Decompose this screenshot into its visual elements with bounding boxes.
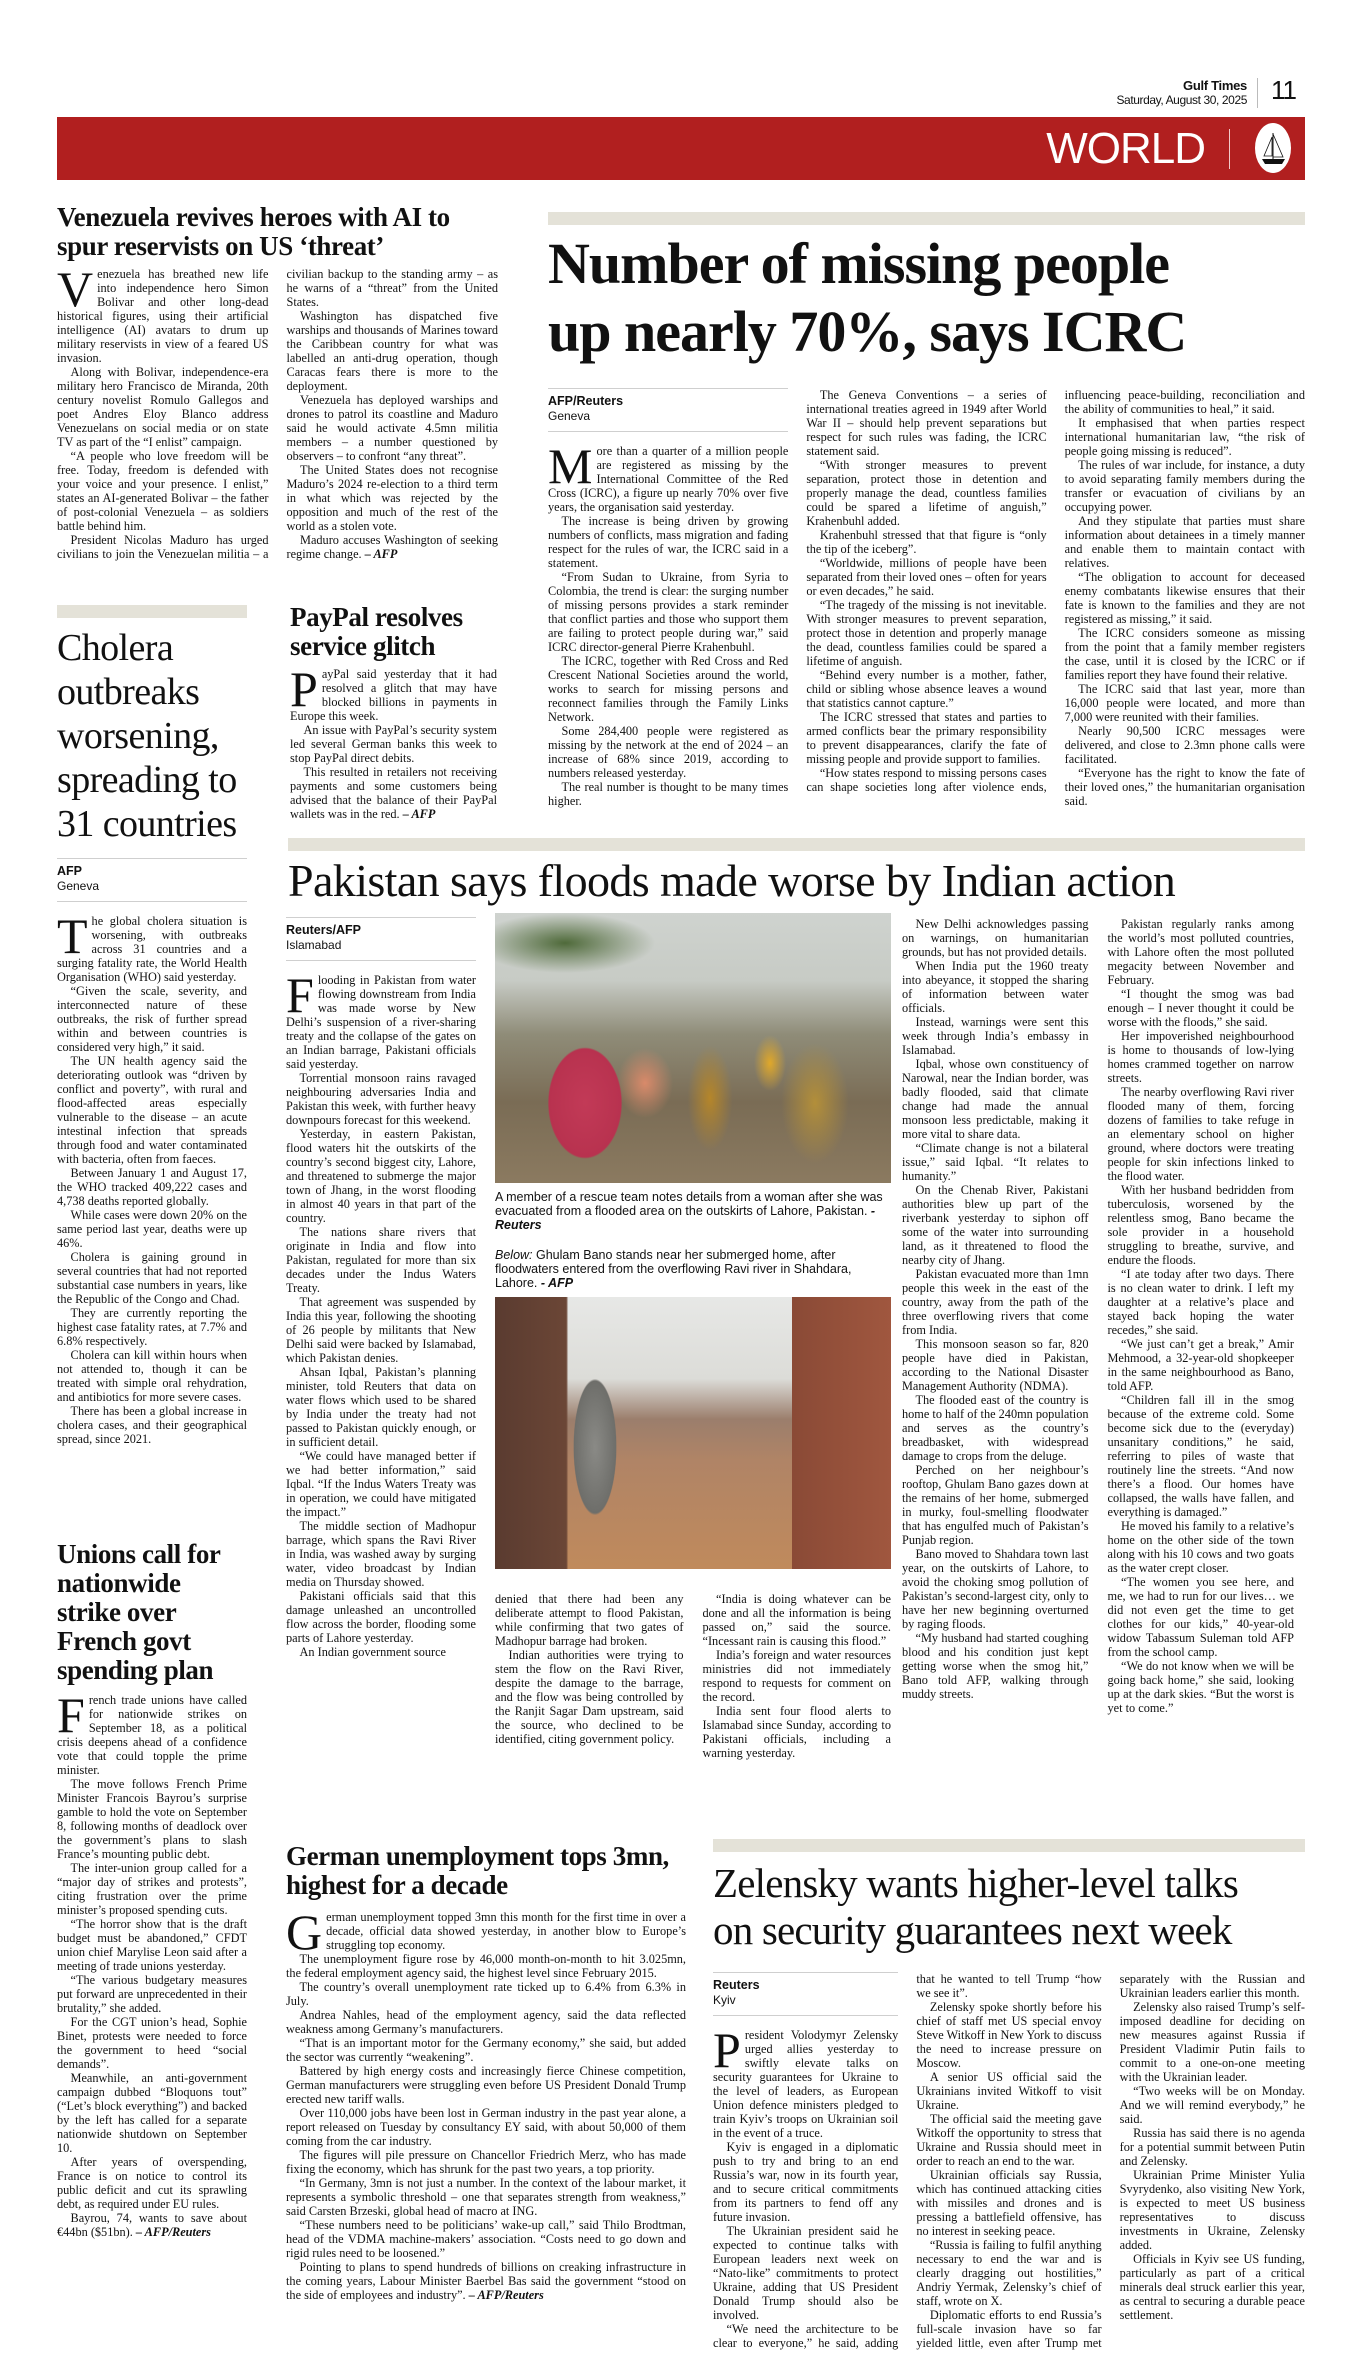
paragraph — [57, 2211, 247, 2239]
byline-dateline: Kyiv — [713, 1993, 736, 2007]
paragraph-text: Pakistan regularly ranks among the world’s most polluted countries, with Lahore often the most polluted megacity between November and February. — [1107, 917, 1294, 987]
paragraph — [57, 449, 269, 533]
paragraph-text: Bano moved to Shahdara town last year, on the outskirts of Lahore, to avoid the choking smog pollution of Pakistan’s second-largest city, only to have her new beginning overturned by raging floods. — [902, 1547, 1089, 1631]
paragraph — [703, 1648, 892, 1704]
paragraph-text: Bayrou, 74, wants to save about €44bn ($51bn). — [57, 2211, 247, 2239]
paragraph-text: “Behind every number is a mother, father, child or sibling whose absence leaves a wound that statistics cannot capture.” — [806, 668, 1047, 710]
paragraph-text: Pakistani officials said that this damage unleashed an uncontrolled flow across the border, flooding some parts of Lahore yesterday. — [286, 1589, 476, 1645]
byline-dateline: Geneva — [57, 879, 100, 893]
paragraph-text: The nearby overflowing Ravi river flooded many of them, forcing dozens of families to take refuge in an elementary school on higher ground, where doctors were treating people for skin infections linked to the flood water. — [1107, 1085, 1294, 1183]
paragraph — [286, 1904, 686, 1960]
paragraph-text: New Delhi acknowledges passing on warnings, on humanitarian grounds, but has not provided details. — [902, 917, 1089, 959]
flooded-street-photo — [495, 1297, 891, 1569]
paragraph-text: Perched on her neighbour’s rooftop, Ghulam Bano gazes down at the remains of her home, submerged in murky, foul-smelling floodwater that has engulfed much of Pakistan’s Punjab region. — [902, 1463, 1089, 1547]
paragraph-text: Instead, warnings were sent this week through India’s embassy in Islamabad. — [902, 1015, 1089, 1057]
paragraph — [57, 365, 269, 449]
paragraph-text: “A people who love freedom will be free. Today, freedom is defended with your voice and your presence. I enlist,” states an AI-generated Bolivar – the father of post-colonial Venezuela – as soldiers battle behind him. — [57, 449, 269, 533]
paragraph — [495, 1648, 684, 1746]
paragraph-text: The nations share rivers that originate in India and flow into Pakistan, regulated for more than six decades under the Indus Waters Treaty. — [286, 1225, 476, 1295]
paragraph-text: “The women you see here, and me, we had to run for our lives… we did not even get the time to get clothes for our kids,” 40-year-old widow Tabassum Suleman told AFP from the school camp. — [1107, 1575, 1294, 1659]
paragraph-text: Battered by high energy costs and increasingly fierce Chinese competition, German manufacturers were struggling even before US President Donald Trump erected new tariff walls. — [286, 2064, 686, 2106]
paragraph — [1065, 766, 1305, 808]
section-rule — [288, 838, 1305, 851]
paragraph-text: “Worldwide, millions of people have been separated from their loved ones – often for years or even decades,” he said. — [806, 556, 1047, 598]
paragraph — [1120, 2084, 1305, 2126]
page-number: 11 — [1271, 75, 1296, 105]
paragraph-text: Venezuela has breathed new life into independence hero Simon Bolivar and other long-dead historical figures, using their artificial intelligence (AI) avatars to drum up military reservists in view of a feared US invasion. — [57, 261, 269, 365]
paragraph — [57, 1917, 247, 1973]
paragraph — [286, 1952, 686, 1980]
agency-credit: – AFP — [402, 807, 436, 821]
paragraph — [902, 1141, 1089, 1183]
paragraph — [806, 528, 1046, 556]
article-cholera — [57, 626, 247, 1446]
paragraph — [548, 438, 789, 514]
paragraph-text: “In Germany, 3mn is not just a number. In the context of the labour market, it represents a symbolic threshold – one that separates strength from weakness,” said Carsten Brzeski, global head of macro at ING. — [286, 2176, 686, 2218]
byline-agency: Reuters/AFP — [286, 923, 362, 937]
paragraph — [1065, 724, 1305, 766]
article-body — [57, 908, 247, 1446]
paragraph-text: Cholera can kill within hours when not attended to, though it can be treated with simple oral rehydration, and antibiotics for more severe cases. — [57, 1348, 247, 1404]
paragraph — [1108, 1393, 1295, 1519]
paragraph-text: Pakistan evacuated more than 1mn people this week in the east of the country, away from the path of the three overflowing rivers that come from India. — [902, 1267, 1089, 1337]
paragraph-text: India’s foreign and water resources ministries did not immediately respond to requests for comment on the record. — [702, 1648, 891, 1704]
paragraph-text: This monsoon season so far, 820 people have died in Pakistan, according to the National Disaster Management Authority (NDMA). — [902, 1337, 1089, 1393]
paragraph — [57, 984, 247, 1054]
article-body-part-2 — [495, 1592, 891, 1760]
paragraph — [713, 2022, 899, 2140]
section-title: WORLD — [1046, 124, 1205, 173]
paragraph-text: Kyiv is engaged in a diplomatic push to try and bring to an end Russia’s war, now in its fourth year, and to secure critical commitments from its partners to fend off any future invasion. — [713, 2140, 899, 2224]
paragraph-text: The ICRC stressed that states and parties to armed conflicts bear the primary responsibility to prevent disappearances, clarify the fate of missing people and provide support to families. — [806, 710, 1047, 766]
headline — [57, 626, 247, 846]
article-pakistan — [286, 917, 476, 1659]
paragraph — [902, 959, 1089, 1015]
paragraph-text: “Two weeks will be on Monday. And we will remind everybody,” he said. — [1119, 2084, 1305, 2126]
paragraph-text: And they stipulate that parties must share information about detainees in a timely manner and enable them to maintain contact with relatives. — [1064, 514, 1305, 570]
paragraph-text: The country’s overall unemployment rate ticked up to 6.4% from 6.3% in July. — [286, 1980, 686, 2008]
paragraph-text: The middle section of Madhopur barrage, which spans the Ravi River in India, was washed away by surging water, video broadcast by Indian media on Thursday showed. — [286, 1519, 476, 1589]
paragraph — [713, 2224, 898, 2322]
paragraph-text: When India put the 1960 treaty into abeyance, it stopped the sharing of information between water officials. — [902, 959, 1089, 1015]
paragraph — [57, 2155, 247, 2211]
paragraph — [57, 261, 269, 365]
article-german-unemployment — [286, 1842, 686, 2302]
byline-agency: AFP/Reuters — [548, 394, 624, 408]
paragraph-text: Cholera is gaining ground in several countries that had not reported substantial case numbers in years, like the Republic of the Congo and Chad. — [57, 1250, 247, 1306]
paragraph-text: More than a quarter of a million people are registered as missing by the International Committee of the Red Cross (ICRC), a figure up nearly 70% over five years, the organisation said yesterday. — [548, 438, 789, 514]
headline-line-2: up nearly 70%, says ICRC — [548, 299, 1187, 364]
paragraph-text: Ukrainian Prime Minister Yulia Svyrydenko, also visiting New York, is expected to meet US business representatives to discuss investments in Ukraine, Zelensky added. — [1119, 2168, 1305, 2252]
paragraph — [916, 2168, 1101, 2238]
paragraph-text: The official said the meeting gave Witkoff the opportunity to stress that Ukraine and Russia should meet in order to reach an end to the war. — [916, 2112, 1102, 2168]
paragraph — [1065, 458, 1305, 514]
paragraph — [57, 1973, 247, 2015]
section-banner — [57, 117, 1305, 180]
paragraph — [1065, 626, 1305, 682]
paragraph — [57, 1054, 247, 1166]
paragraph — [287, 309, 499, 393]
article-icrc — [548, 230, 1305, 808]
paragraph — [57, 908, 247, 984]
paragraph-text: On the Chenab River, Pakistani authorities blew up part of the riverbank yesterday to siphon off some of the water into surrounding land, as it threatened to flood the nearby city of Jhang. — [902, 1183, 1089, 1267]
paragraph — [1065, 682, 1305, 724]
paragraph — [806, 598, 1046, 668]
paragraph-text: After years of overspending, France is on notice to control its public deficit and cut its sprawling debt, as required under EU rules. — [57, 2155, 247, 2211]
paragraph — [902, 1463, 1089, 1547]
paragraph-text: Nearly 90,500 ICRC messages were delivered, and close to 2.3mn phone calls were facilitated. — [1064, 724, 1305, 766]
paragraph-text: “I ate today after two days. There is no clean water to drink. I left my daughter at a relative’s place and stayed back hoping the water recedes,” she said. — [1107, 1267, 1294, 1337]
paragraph — [286, 2036, 686, 2064]
paragraph-text: The unemployment figure rose by 46,000 month-on-month to hit 3.025mn, the federal employment agency said, the highest level since February 2015. — [286, 1952, 686, 1980]
paragraph-text: Ahsan Iqbal, Pakistan’s planning minister, told Reuters that data on water flows which used to be shared by India under the treaty had not passed to Pakistan quickly enough, or in sufficient detail. — [286, 1365, 476, 1449]
paragraph — [1108, 1659, 1295, 1715]
paragraph-text: Andrea Nahles, head of the employment agency, said the data reflected weakness among Germany’s manufacturers. — [286, 2008, 686, 2036]
paragraph-text: The figures will pile pressure on Chancellor Friedrich Merz, who has made fixing the economy, which has shrunk for the past two years, a top priority. — [286, 2148, 686, 2176]
paragraph-text: Iqbal, whose own constituency of Narowal, near the Indian border, was badly flooded, said that climate change had made the annual monsoon less predictable, making it more vital to share data. — [902, 1057, 1089, 1141]
paragraph-text: Between January 1 and August 17, the WHO tracked 409,222 cases and 4,738 deaths reported globally. — [57, 1166, 247, 1208]
paragraph-text: Along with Bolivar, independence-era military hero Francisco de Miranda, 20th century novelist Romulo Gallegos and poet Andres Eloy Blanco address Venezuelans on social media or on state TV as part of the “I enlist” campaign. — [57, 365, 269, 449]
agency-credit: – AFP/Reuters — [135, 2225, 211, 2239]
paragraph-text: “The tragedy of the missing is not inevitable. With stronger measures to prevent separation, protect those in detention and properly manage the dead, countless families could be spared a lifetime of anguish. — [806, 598, 1047, 668]
paragraph-text: “We need the architecture to be clear to everyone,” he said, adding that he wanted to tell Trump “how we see it”. — [713, 1972, 1102, 2350]
article-body — [286, 1904, 686, 2302]
issue-date: Saturday, August 30, 2025 — [1116, 93, 1247, 107]
article-body-part-3 — [902, 917, 1294, 1715]
paragraph-text: “These numbers need to be politicians’ wake-up call,” said Thilo Brodtman, head of the VDMA machine-makers’ association. “Costs need to go down and rigid rules need to be loosened.” — [286, 2218, 686, 2260]
paragraph-text: “We just can’t get a break,” Amir Mehmood, a 32-year-old shopkeeper in the same neighbourhood as Bano, told AFP. — [1107, 1337, 1294, 1393]
paragraph — [286, 1980, 686, 2008]
headline-line: 31 countries — [57, 803, 237, 845]
agency-credit: – AFP — [364, 547, 398, 561]
paragraph-text: President Volodymyr Zelensky urged allies yesterday to swiftly elevate talks on security guarantees for Ukraine to the level of leaders, as European Union defence ministers pledged to train Kyiv’s troops on Ukrainian soil in the event of a truce. — [713, 2022, 899, 2140]
byline — [286, 917, 476, 961]
paragraph-text: The increase is being driven by growing numbers of conflicts, mass migration and fading respect for the rules of war, the ICRC said in a statement. — [548, 514, 789, 570]
paragraph — [548, 514, 788, 570]
paragraph — [57, 1166, 247, 1208]
paragraph — [902, 1393, 1089, 1463]
article-body-part-1 — [286, 967, 476, 1659]
paragraph — [290, 723, 497, 765]
paragraph-text: He moved his family to a relative’s home on the other side of the town along with his 10 cows and two goats as the water crept closer. — [1107, 1519, 1294, 1575]
paragraph-text: The ICRC, together with Red Cross and Red Crescent National Societies around the world, works to search for missing persons and reconnect families through the Family Links Network. — [548, 654, 789, 724]
paragraph — [286, 1645, 476, 1659]
paragraph-text: “India is doing whatever can be done and all the information is being passed on,” said the source. “Incessant rain is causing this flood.” — [702, 1592, 891, 1648]
paragraph — [916, 2000, 1101, 2070]
paragraph-text: “How states respond to missing persons cases can shape societies long after violence ends, influencing peace-building, reconciliation and the ability of communities to heal,” it said. — [806, 388, 1305, 794]
paragraph-text: An issue with PayPal’s security system led several German banks this week to stop PayPal direct debits. — [290, 723, 497, 765]
byline — [713, 1972, 898, 2016]
section-rule — [713, 1839, 1305, 1852]
paragraph — [902, 1631, 1089, 1701]
paragraph — [57, 1861, 247, 1917]
paragraph — [286, 2008, 686, 2036]
paragraph — [57, 2015, 247, 2071]
paragraph — [57, 2071, 247, 2155]
paragraph-text: Her impoverished neighbourhood is home to thousands of low-lying homes crammed together on narrow streets. — [1107, 1029, 1294, 1085]
paragraph — [1120, 2168, 1305, 2252]
caption-text: Ghulam Bano stands near her submerged home, after floodwaters entered from the overflowing Ravi river in Shahdara, Lahore. — [495, 1248, 852, 1290]
paragraph — [902, 1547, 1089, 1631]
paragraph — [1065, 570, 1305, 626]
paragraph-text: “The various budgetary measures put forward are unprecedented in their brutality,” she added. — [57, 1973, 247, 2015]
paragraph — [286, 1295, 476, 1365]
paragraph — [57, 1306, 247, 1348]
headline-line: outbreaks — [57, 671, 200, 713]
headline-line: worsening, — [57, 715, 219, 757]
paragraph — [806, 458, 1046, 528]
caption-credit: - Reuters — [495, 1204, 876, 1232]
headline: Venezuela revives heroes with AI to spur reservists on US ‘threat’ — [57, 202, 450, 261]
paragraph — [1065, 514, 1305, 570]
paragraph — [57, 1250, 247, 1306]
paragraph — [548, 724, 788, 780]
headline-line: Cholera — [57, 627, 174, 669]
paragraph — [548, 780, 788, 808]
section-rule — [548, 212, 1305, 225]
paragraph-text: Officials in Kyiv see US funding, particularly as part of a critical minerals deal struck earlier this year, as central to securing a durable peace settlement. — [1119, 2252, 1305, 2322]
caption-label: Below: — [495, 1248, 533, 1262]
headline: PayPal resolves service glitch — [290, 602, 463, 661]
article-unions — [57, 1540, 247, 2239]
paragraph — [1108, 987, 1295, 1029]
paragraph — [287, 393, 499, 463]
paragraph-text: The Ukrainian president said he expected to continue talks with European leaders next week on “Nato-like” commitments to protect Ukraine, adding that US President Donald Trump should also be involved. — [713, 2224, 899, 2322]
paragraph — [287, 463, 499, 533]
paragraph-text: The UN health agency said the deteriorating outlook was “driven by conflict and poverty”, with rural and flood-affected areas especially vulnerable to the disease – an acute intestinal infection that spreads through food and water contaminated with bacteria, often from faeces. — [57, 1054, 247, 1166]
paragraph-text: With her husband bedridden from tuberculosis, worsened by the relentless smog, Bano became the sole provider in a household struggling to breathe, survive, and endure the floods. — [1107, 1183, 1294, 1267]
headline-line: spreading to — [57, 759, 237, 801]
paragraph-text: “Children fall ill in the smog because of the extreme cold. Some become sick due to the (everyday) unsanitary conditions,” he said, referring to piles of waste that routinely line the streets. “And now there’s a flood. Our homes have collapsed, the walls have fallen, and everything is damaged.” — [1107, 1393, 1294, 1519]
paragraph — [916, 2112, 1101, 2168]
paragraph-text: Maduro accuses Washington of seeking regime change. — [286, 533, 498, 561]
masthead-divider — [1257, 78, 1258, 108]
paragraph — [806, 388, 1046, 458]
paragraph-text: President Nicolas Maduro has urged civilians to join the Venezuelan militia – a civilian backup to the standing army – as he warns of a “threat” from the United States. — [57, 267, 498, 561]
paragraph — [286, 1449, 476, 1519]
paragraph-text: Indian authorities were trying to stem the flow on the Ravi River, despite the damage to the barrage, and the flow was being controlled by the Ranjit Sagar Dam upstream, said the source, who declined to be identified, citing government policy. — [495, 1648, 684, 1746]
dhow-logo-icon — [1255, 123, 1291, 173]
paragraph — [286, 2148, 686, 2176]
paragraph — [495, 1592, 684, 1648]
paragraph-text: Zelensky spoke shortly before his chief of staff met US special envoy Steve Witkoff in New York to discuss the need to increase pressure on Moscow. — [916, 2000, 1102, 2070]
paragraph-text: Washington has dispatched five warships and thousands of Marines toward the Caribbean country for what was labelled an anti-drug operation, though Caracas fears there is more to the deployment. — [286, 309, 498, 393]
photo-caption — [495, 1190, 891, 1232]
paragraph — [1108, 1267, 1295, 1337]
paragraph-text: They are currently reporting the highest case fatality rates, at 7.7% and 6.8% respectively. — [57, 1306, 247, 1348]
paragraph — [286, 1519, 476, 1589]
paragraph-text: The flooded east of the country is home to half of the 240mn population and serves as the country’s breadbasket, with widespread damage to crops from the deluge. — [902, 1393, 1089, 1463]
paragraph — [1108, 1029, 1295, 1085]
paragraph-text: The Geneva Conventions – a series of international treaties agreed in 1949 after World War II – should help prevent separations but respect for such rules was fading, the ICRC statement said. — [806, 388, 1047, 458]
paragraph — [548, 654, 788, 724]
paragraph-text: Pointing to plans to spend hundreds of billions on creaking infrastructure in the coming years, Labour Minister Baerbel Bas said the government “stood on the side of employees and industry”. — [286, 2260, 686, 2302]
paragraph — [806, 710, 1046, 766]
paragraph — [902, 1057, 1089, 1141]
paragraph — [902, 1015, 1089, 1057]
byline-agency: AFP — [57, 864, 82, 878]
byline — [57, 858, 247, 902]
paragraph-text: Russia has said there is no agenda for a potential summit between Putin and Zelensky. — [1119, 2126, 1305, 2168]
paragraph-text: The United States does not recognise Maduro’s 2024 re-election to a third term in what which was rejected by the opposition and much of the rest of the world as a stolen vote. — [286, 463, 498, 533]
rescue-team-photo — [495, 913, 891, 1183]
paragraph-text: While cases were down 20% on the same period last year, deaths were up 46%. — [57, 1208, 247, 1250]
paragraph — [916, 2070, 1101, 2112]
paragraph — [1120, 2126, 1305, 2168]
paragraph — [57, 1208, 247, 1250]
paragraph-text: Yesterday, in eastern Pakistan, flood waters hit the outskirts of the country’s second biggest city, Lahore, and threatened to submerge the major town of Jhang, in the worst flooding in almost 40 years in that part of the country. — [286, 1127, 476, 1225]
paragraph-text: Some 284,400 people were registered as missing by the network at the end of 2024 – an increase of 68% since 2019, according to numbers released yesterday. — [548, 724, 789, 780]
agency-credit: – AFP/Reuters — [468, 2288, 544, 2302]
paragraph — [290, 765, 497, 821]
paragraph-text: The inter-union group called for a “major day of strikes and protests”, citing frustration over the prime minister’s proposed spending cuts. — [57, 1861, 247, 1917]
paragraphs — [713, 1972, 1305, 2350]
paragraph — [548, 570, 788, 654]
paragraph — [1065, 416, 1305, 458]
paragraph-text: That agreement was suspended by India this year, following the shooting of 26 people by militants that New Delhi said were backed by Islamabad, which Pakistan denies. — [286, 1295, 476, 1365]
caption-credit: - AFP — [540, 1276, 574, 1290]
paragraph — [1108, 1519, 1295, 1575]
paragraph — [290, 661, 497, 723]
newspaper-name: Gulf Times — [1183, 78, 1247, 93]
paragraph — [286, 2260, 686, 2302]
paragraph-text: “The obligation to account for deceased enemy combatants likewise ensures that their fate is known to the families and they are not registered as missing,” it said. — [1064, 570, 1305, 626]
headline-line-1: Number of missing people — [548, 231, 1170, 296]
paragraph — [1120, 2252, 1305, 2322]
paragraph — [286, 1365, 476, 1449]
paragraph — [806, 668, 1046, 710]
article-body — [713, 1972, 1305, 2350]
paragraph — [902, 1337, 1089, 1393]
paragraph — [1108, 1183, 1295, 1267]
paragraph — [286, 1589, 476, 1645]
paragraph-text: Diplomatic efforts to end Russia’s full-scale invasion have so far yielded little, even after Trump met separately with the Russian and Ukrainian leaders earlier this month. — [916, 1972, 1305, 2350]
paragraph — [287, 533, 499, 561]
paragraph-text: German unemployment topped 3mn this month for the first time in over a decade, official data showed yesterday, in another blow to Europe’s struggling top economy. — [286, 1904, 686, 1960]
paragraph-text: India sent four flood alerts to Islamabad since Sunday, according to Pakistani officials, including a warning yesterday. — [702, 1704, 891, 1760]
paragraph-text: “The horror show that is the draft budget must be abandoned,” CFDT union chief Marylise Leon said after a meeting of trade unions yesterday. — [57, 1917, 247, 1973]
paragraph — [286, 1071, 476, 1127]
paragraph-text: PayPal said yesterday that it had resolved a glitch that may have blocked billions in payments in Europe this week. — [290, 661, 497, 723]
paragraph-text: Krahenbuhl stressed that that figure is “only the tip of the iceberg”. — [806, 528, 1047, 556]
byline-dateline: Islamabad — [286, 938, 342, 952]
byline — [548, 388, 788, 432]
article-body — [57, 1687, 247, 2239]
paragraph — [703, 1592, 892, 1648]
paragraph-text: Flooding in Pakistan from water flowing downstream from India was made worse by New Delhi’s suspension of a river-sharing treaty and the collapse of the gates on an Indian barrage, Pakistani officials said yesterday. — [286, 967, 476, 1071]
paragraph — [57, 1404, 247, 1446]
paragraph-text: For the CGT union’s head, Sophie Binet, protests were needed to force the government to heed “social demands”. — [57, 2015, 247, 2071]
paragraph — [286, 967, 476, 1071]
pakistan-headline: Pakistan says floods made worse by Indian action — [288, 855, 1176, 906]
paragraph-text: Venezuela has deployed warships and drones to patrol its coastline and Maduro said he would activate 4.5mn militia members – a number questioned by observers – to confront “any threat”. — [286, 393, 498, 463]
paragraph-text: “My husband had started coughing blood and his condition just kept getting worse when the smog hit,” Bano told AFP, walking through muddy streets. — [902, 1631, 1089, 1701]
paragraph — [286, 1225, 476, 1295]
paragraph-text: A senior US official said the Ukrainians invited Witkoff to visit Ukraine. — [916, 2070, 1102, 2112]
paragraph-text: Meanwhile, an anti-government campaign dubbed “Bloquons tout” (“Let’s block everything”) and backed by the left has called for a separate nationwide shutdown on September 10. — [57, 2071, 247, 2155]
paragraph — [286, 2064, 686, 2106]
paragraph-text: “We do not know when we will be going back home,” she said, looking up at the dark skies. “But the worst is yet to come.” — [1107, 1659, 1294, 1715]
byline-dateline: Geneva — [548, 409, 591, 423]
paragraph — [286, 2176, 686, 2218]
paragraph — [916, 2238, 1101, 2308]
byline-agency: Reuters — [713, 1978, 760, 1992]
paragraph-text: Torrential monsoon rains ravaged neighbouring adversaries India and Pakistan this week, with further heavy downpours forecast for this weekend. — [286, 1071, 476, 1127]
paragraph — [1108, 1337, 1295, 1393]
paragraph-text: “I thought the smog was bad enough – I never thought it could be worse with the floods,” she said. — [1107, 987, 1294, 1029]
paragraph-text: Ukrainian officials say Russia, which has continued attacking cities with missiles and drones and is pressing a battlefield offensive, has no interest in seeking peace. — [916, 2168, 1102, 2238]
paragraph — [902, 1267, 1089, 1337]
paragraph — [286, 2218, 686, 2260]
paragraph — [703, 1704, 892, 1760]
paragraph — [1108, 1085, 1295, 1183]
paragraph-text: “We could have managed better if we had better information,” said Iqbal. “If the Indus Waters Treaty was in operation, we could have mitigated the impact.” — [286, 1449, 476, 1519]
paragraph — [57, 1348, 247, 1404]
paragraph — [1108, 1575, 1295, 1659]
paragraph-text: There has been a global increase in cholera cases, and their geographical spread, since 2021. — [57, 1404, 247, 1446]
paragraph — [1108, 917, 1295, 987]
article-body — [548, 388, 1305, 808]
paragraph-text: The ICRC said that last year, more than 16,000 people were located, and more than 7,000 were reunited with their families. — [1064, 682, 1305, 724]
paragraphs — [548, 388, 1305, 808]
paragraph-text: This resulted in retailers not receiving payments and some customers being advised that the balance of their PayPal wallets was in the red. — [290, 765, 497, 821]
paragraph-text: The rules of war include, for instance, a duty to avoid separating family members during the transfer or evacuation of civilians by an occupying power. — [1064, 458, 1305, 514]
paragraph-text: “Russia is failing to fulfil anything necessary to end the war and is clearly dragging out hostilities,” Andriy Yermak, Zelensky’s chief of staff, wrote on X. — [916, 2238, 1102, 2308]
paragraph-text: “Given the scale, severity, and interconnected nature of these outbreaks, the risk of further spread within and between countries is considered very high,” it said. — [57, 984, 247, 1054]
section-rule — [57, 605, 247, 618]
paragraph-text: “From Sudan to Ukraine, from Syria to Colombia, the trend is clear: the surging number of missing persons provides a stark reminder that conflict parties and those who support them are failing to protect people during war,” said ICRC director-general Pierre Krahenbuhl. — [548, 570, 789, 654]
paragraph — [57, 1687, 247, 1777]
paragraph-text: It emphasised that when parties respect international humanitarian law, “the risk of people going missing is reduced”. — [1064, 416, 1305, 458]
paragraph — [902, 917, 1089, 959]
headline: Unions call for nationwide strike over French govt spending plan — [57, 1539, 221, 1685]
photo-caption-below — [495, 1248, 891, 1290]
paragraph-text: French trade unions have called for nationwide strikes on September 18, as a political crisis deepens ahead of a confidence vote that could topple the prime minister. — [57, 1687, 247, 1777]
paragraph — [286, 2106, 686, 2148]
article-body — [57, 261, 498, 561]
paragraph-text: Zelensky also raised Trump’s self-imposed deadline for deciding on new measures against Russia if President Vladimir Putin fails to commit to a one-on-one meeting with the Ukrainian leader. — [1119, 2000, 1305, 2084]
paragraph-text: “With stronger measures to prevent separation, protect those in detention and properly manage the dead, countless families could be spared a lifetime of anguish,” Krahenbuhl added. — [806, 458, 1047, 528]
article-body — [290, 661, 497, 821]
paragraph — [713, 2140, 898, 2224]
paragraph-text: Over 110,000 jobs have been lost in German industry in the past year alone, a report released on Tuesday by consultancy EY said, with about 50,000 of them coming from the car industry. — [286, 2106, 686, 2148]
paragraph-text: An Indian government source — [299, 1645, 447, 1659]
paragraph — [1120, 2000, 1305, 2084]
paragraph-text: “Everyone has the right to know the fate of their loved ones,” the humanitarian organisation said. — [1064, 766, 1305, 808]
headline: German unemployment tops 3mn, highest for a decade — [286, 1841, 669, 1900]
caption-text: A member of a rescue team notes details from a woman after she was evacuated from a flooded area on the outskirts of Lahore, Pakistan. — [495, 1190, 883, 1218]
paragraph-text: The move follows French Prime Minister Francois Bayrou’s surprise gamble to hold the vote on September 8, following months of deadlock over the government’s plans to slash France’s mounting public debt. — [57, 1777, 247, 1861]
paragraph — [286, 1127, 476, 1225]
paragraph — [902, 1183, 1089, 1267]
paragraph-text: “That is an important motor for the Germany economy,” she said, but added the sector was currently “weakening”. — [286, 2036, 686, 2064]
paragraph-text: denied that there had been any deliberate attempt to flood Pakistan, while confirming that two gates of Madhopur barrage had broken. — [495, 1592, 684, 1648]
paragraph-text: “Climate change is not a bilateral issue,” said Iqbal. “It relates to humanity.” — [902, 1141, 1089, 1183]
article-zelensky — [713, 1860, 1305, 2350]
paragraph-text: The ICRC considers someone as missing from the point that a family member registers the case, until it is closed by the ICRC or if families report they have found their relative. — [1064, 626, 1305, 682]
paragraph-text: The global cholera situation is worsening, with outbreaks across 31 countries and a surging fatality rate, the World Health Organisation (WHO) said yesterday. — [57, 908, 247, 984]
paragraph — [806, 556, 1046, 598]
paragraph-text: The real number is thought to be many times higher. — [548, 780, 789, 808]
headline-line-1: Zelensky wants higher-level talks — [713, 1860, 1238, 1906]
banner-divider — [1229, 129, 1230, 169]
article-venezuela — [57, 203, 498, 561]
headline-line-2: on security guarantees next week — [713, 1907, 1232, 1953]
paragraph — [57, 1777, 247, 1861]
article-paypal — [290, 603, 497, 821]
